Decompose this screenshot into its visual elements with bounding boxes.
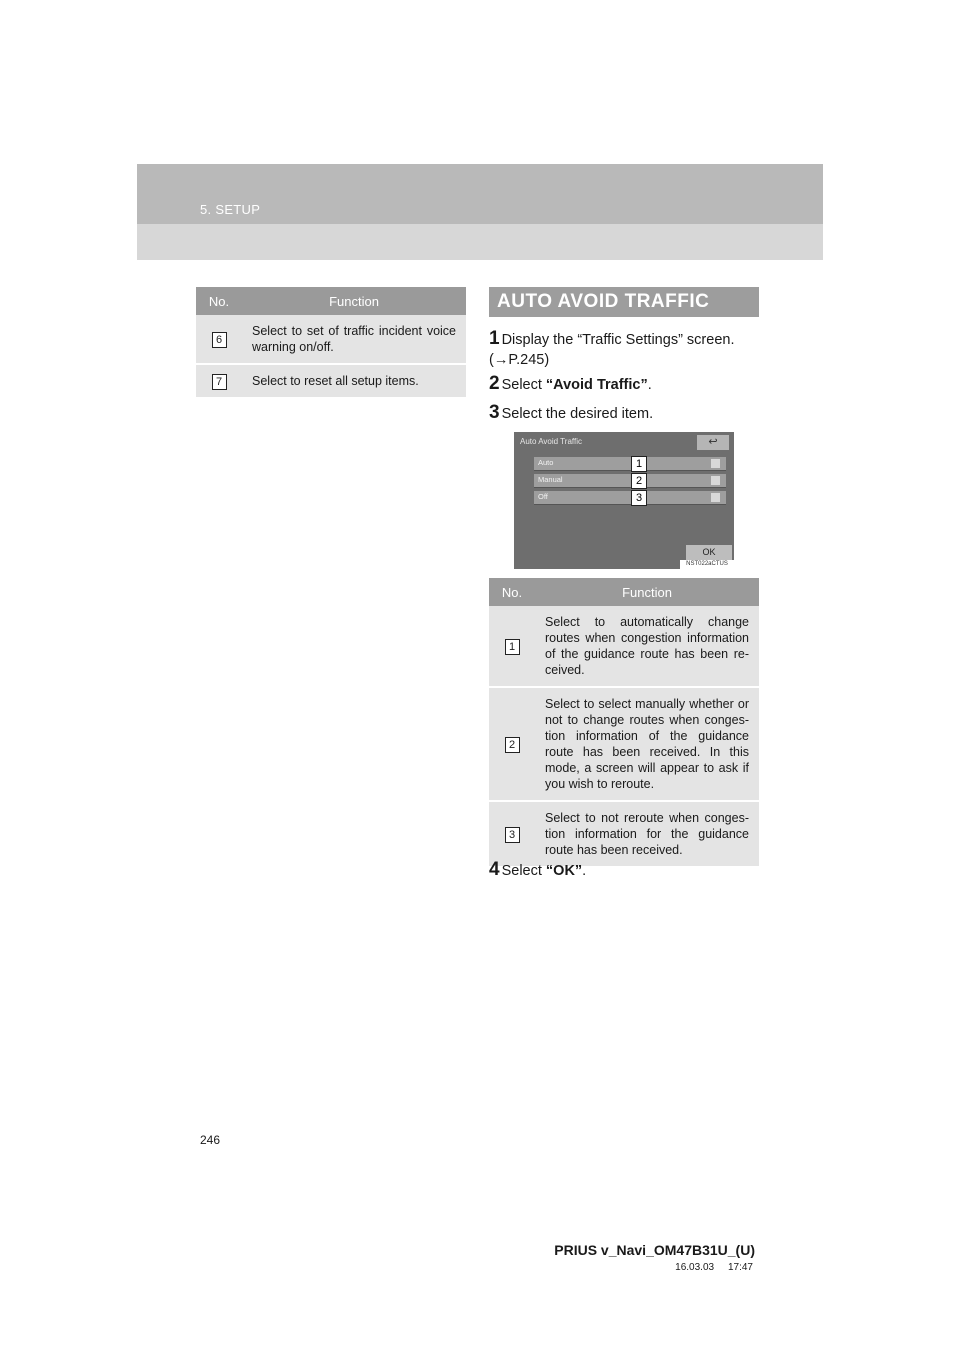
- option-off[interactable]: [534, 491, 726, 505]
- option-label: Manual: [538, 475, 563, 484]
- callout-3: 3: [631, 490, 647, 506]
- back-arrow-icon: ↩: [708, 436, 718, 448]
- option-manual[interactable]: [534, 474, 726, 488]
- step-text: Select: [501, 863, 546, 879]
- option-label: Auto: [538, 458, 554, 467]
- ok-button[interactable]: OK: [686, 545, 732, 560]
- row-number: [196, 364, 242, 398]
- document-id: PRIUS v_Navi_OM47B31U_(U): [554, 1242, 755, 1258]
- step-text: Display the “Traffic Settings” screen. (→P.245): [489, 332, 735, 368]
- step-4: [489, 860, 759, 881]
- document-date: 16.03.03 17:47: [675, 1262, 753, 1273]
- step-text: Select: [501, 377, 546, 393]
- step-bold: “Avoid Traffic”: [545, 377, 648, 393]
- page-number: 246: [200, 1133, 221, 1147]
- image-code: NST022aCTUS: [680, 560, 734, 569]
- step-1: [489, 329, 759, 370]
- step-text: Select the desired item.: [501, 406, 654, 422]
- step-number: 4: [489, 859, 500, 880]
- right-function-table: [489, 578, 759, 868]
- table-row: [489, 801, 759, 867]
- number-box: 6: [212, 332, 227, 348]
- step-number: 1: [489, 328, 500, 349]
- screen-title: Auto Avoid Traffic: [520, 437, 582, 446]
- row-number: [489, 801, 535, 867]
- col-header-function: Function: [535, 578, 759, 606]
- table-row: [489, 606, 759, 687]
- checkbox-icon: [711, 459, 720, 468]
- checkbox-icon: [711, 493, 720, 502]
- option-label: Off: [538, 492, 548, 501]
- row-function: Select to automatically change routes when congestion information of the guidance route has been re-ceived.: [535, 606, 759, 687]
- number-box: 7: [212, 374, 227, 390]
- left-function-table: [196, 287, 466, 399]
- option-auto[interactable]: [534, 457, 726, 471]
- col-header-no: No.: [489, 578, 535, 606]
- number-box: 3: [505, 827, 520, 843]
- step-number: 2: [489, 373, 500, 394]
- table-row: [196, 315, 466, 364]
- row-number: [196, 315, 242, 364]
- number-box: 1: [505, 639, 520, 655]
- col-header-no: No.: [196, 287, 242, 315]
- step-3: [489, 403, 759, 424]
- table-row: [489, 687, 759, 801]
- row-function: Select to set of traffic incident voice warning on/off.: [242, 315, 466, 364]
- step-text-end: .: [647, 377, 652, 393]
- step-bold: “OK”: [545, 863, 583, 879]
- row-function: Select to not reroute when conges-tion information for the guidance route has been received.: [535, 801, 759, 867]
- section-title: AUTO AVOID TRAFFIC: [489, 287, 759, 317]
- row-function: Select to reset all setup items.: [242, 364, 466, 398]
- step-2: [489, 374, 759, 395]
- section-label: 5. SETUP: [200, 202, 261, 217]
- table-header-row: [489, 578, 759, 606]
- row-function: Select to select manually whether or not to change routes when conges-tion information of the guidance route has been received. In this mode, a screen will appear to ask if you wish to reroute.: [535, 687, 759, 801]
- step-text-end: .: [582, 863, 587, 879]
- checkbox-icon: [711, 476, 720, 485]
- row-number: [489, 606, 535, 687]
- callout-1: 1: [631, 456, 647, 472]
- back-button[interactable]: [697, 435, 729, 450]
- number-box: 2: [505, 737, 520, 753]
- table-header-row: [196, 287, 466, 315]
- table-row: [196, 364, 466, 398]
- step-number: 3: [489, 402, 500, 423]
- row-number: [489, 687, 535, 801]
- col-header-function: Function: [242, 287, 466, 315]
- callout-2: 2: [631, 473, 647, 489]
- auto-avoid-traffic-screen: [514, 432, 734, 569]
